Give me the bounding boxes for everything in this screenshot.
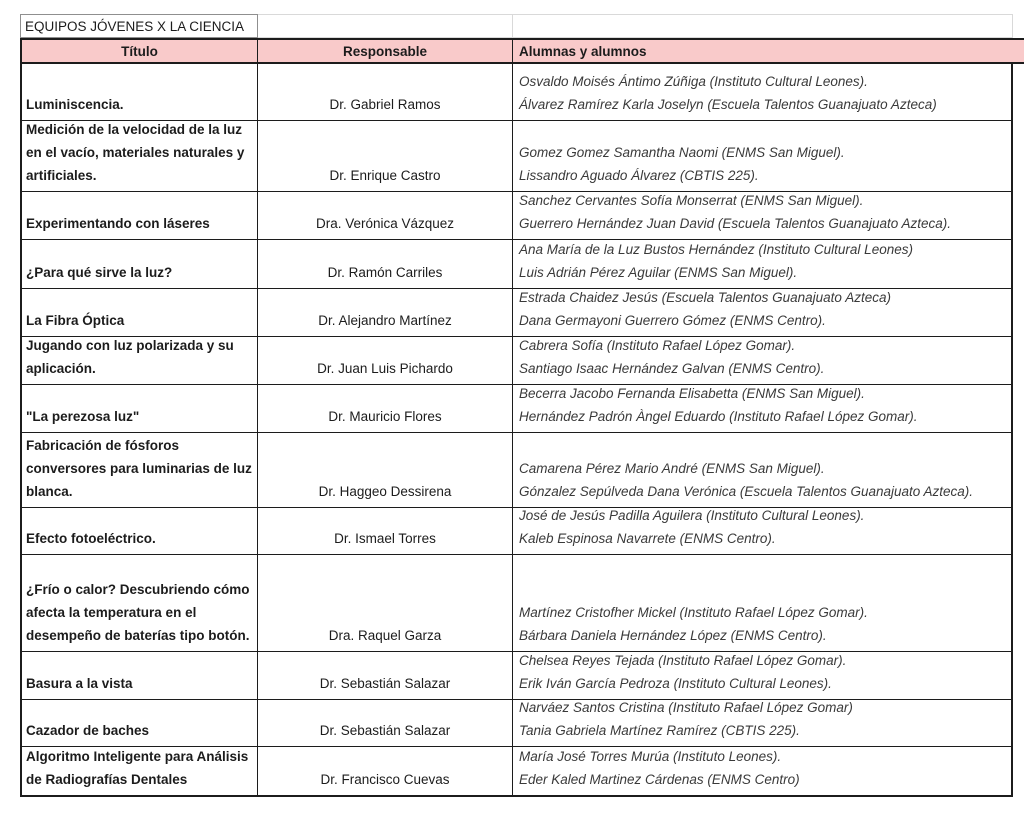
title-row xyxy=(20,14,1013,38)
team-title-text: ¿Para qué sirve la luz? xyxy=(26,265,173,280)
team-responsable-text: Dr. Mauricio Flores xyxy=(328,409,442,424)
sheet-title: EQUIPOS JÓVENES X LA CIENCIA xyxy=(25,18,245,34)
team-row xyxy=(22,508,1011,555)
team-title-text: Fabricación de fósforos conversores para luminarias de luz blanca. xyxy=(26,438,252,499)
student-line: Narváez Santos Cristina (Instituto Rafael López Gomar) xyxy=(519,700,853,715)
sheet-title-cell[interactable] xyxy=(20,14,258,38)
team-responsable-cell[interactable] xyxy=(258,508,513,554)
spreadsheet xyxy=(20,14,1024,797)
team-title-cell[interactable] xyxy=(22,289,258,336)
team-responsable-cell[interactable] xyxy=(258,289,513,336)
team-responsable-cell[interactable] xyxy=(258,385,513,432)
team-responsable-cell[interactable] xyxy=(258,652,513,699)
team-responsable-text: Dr. Haggeo Dessirena xyxy=(318,484,452,499)
team-row xyxy=(22,64,1011,121)
team-responsable-text: Dr. Sebastián Salazar xyxy=(319,676,451,691)
empty-cell[interactable] xyxy=(513,14,1013,38)
team-row xyxy=(22,433,1011,508)
team-row xyxy=(22,337,1011,385)
student-line: Erik Iván García Pedroza (Instituto Cultural Leones). xyxy=(519,676,832,691)
team-title-cell[interactable] xyxy=(22,700,258,746)
team-row xyxy=(22,192,1011,240)
empty-cell[interactable] xyxy=(258,14,513,38)
team-title-cell[interactable] xyxy=(22,121,258,191)
student-line: Martínez Cristofher Mickel (Instituto Rafael López Gomar). xyxy=(519,605,868,620)
team-row xyxy=(22,747,1011,795)
student-line: Santiago Isaac Hernández Galvan (ENMS Centro). xyxy=(519,361,825,376)
team-responsable-cell[interactable] xyxy=(258,192,513,239)
student-line: Estrada Chaidez Jesús (Escuela Talentos Guanajuato Azteca) xyxy=(519,290,891,305)
team-alumnos-cell[interactable] xyxy=(513,64,1011,120)
team-title-text: Efecto fotoeléctrico. xyxy=(26,531,156,546)
team-responsable-text: Dr. Ismael Torres xyxy=(334,531,436,546)
team-responsable-cell[interactable] xyxy=(258,121,513,191)
team-title-cell[interactable] xyxy=(22,433,258,507)
team-row xyxy=(22,121,1011,192)
team-row xyxy=(22,385,1011,433)
team-title-cell[interactable] xyxy=(22,555,258,651)
team-title-text: "La perezosa luz" xyxy=(26,409,140,424)
team-title-text: Basura a la vista xyxy=(26,676,133,691)
team-title-cell[interactable] xyxy=(22,652,258,699)
team-title-cell[interactable] xyxy=(22,64,258,120)
team-alumnos-cell[interactable] xyxy=(513,289,1011,336)
team-title-cell[interactable] xyxy=(22,337,258,384)
student-line: Lissandro Aguado Álvarez (CBTIS 225). xyxy=(519,168,759,183)
student-line: Guerrero Hernández Juan David (Escuela Talentos Guanajuato Azteca). xyxy=(519,216,951,231)
team-rows xyxy=(20,64,1013,797)
team-row xyxy=(22,555,1011,652)
team-title-text: Luminiscencia. xyxy=(26,97,124,112)
team-alumnos-cell[interactable] xyxy=(513,192,1011,239)
team-alumnos-cell[interactable] xyxy=(513,508,1011,554)
team-title-text: Experimentando con láseres xyxy=(26,216,210,231)
team-responsable-text: Dr. Francisco Cuevas xyxy=(320,772,450,787)
team-title-text: ¿Frío o calor? Descubriendo cómo afecta la temperatura en el desempeño de baterías tipo botón. xyxy=(26,582,250,643)
team-alumnos-cell[interactable] xyxy=(513,555,1011,651)
team-title-text: Algoritmo Inteligente para Análisis de Radiografías Dentales xyxy=(26,749,249,787)
team-title-cell[interactable] xyxy=(22,508,258,554)
student-line: Camarena Pérez Mario André (ENMS San Miguel). xyxy=(519,461,825,476)
team-responsable-text: Dr. Juan Luis Pichardo xyxy=(317,361,453,376)
team-responsable-text: Dra. Raquel Garza xyxy=(328,628,442,643)
header-responsable[interactable] xyxy=(258,40,513,62)
team-responsable-cell[interactable] xyxy=(258,337,513,384)
team-responsable-text: Dra. Verónica Vázquez xyxy=(315,216,455,231)
team-title-text: Medición de la velocidad de la luz en el vacío, materiales naturales y artificiales. xyxy=(26,122,245,183)
team-title-cell[interactable] xyxy=(22,747,258,795)
team-responsable-text: Dr. Gabriel Ramos xyxy=(329,97,441,112)
team-alumnos-cell[interactable] xyxy=(513,700,1011,746)
team-responsable-text: Dr. Enrique Castro xyxy=(329,168,441,183)
student-line: Álvarez Ramírez Karla Joselyn (Escuela Talentos Guanajuato Azteca) xyxy=(519,97,937,112)
column-header-row xyxy=(20,38,1024,64)
student-line: Ana María de la Luz Bustos Hernández (Instituto Cultural Leones) xyxy=(519,242,913,257)
student-line: Chelsea Reyes Tejada (Instituto Rafael López Gomar). xyxy=(519,653,847,668)
student-line: Dana Germayoni Guerrero Gómez (ENMS Centro). xyxy=(519,313,826,328)
header-titulo[interactable] xyxy=(22,40,258,62)
student-line: Osvaldo Moisés Ántimo Zúñiga (Instituto Cultural Leones). xyxy=(519,74,868,89)
team-row xyxy=(22,652,1011,700)
student-line: Tania Gabriela Martínez Ramírez (CBTIS 225). xyxy=(519,723,800,738)
team-alumnos-cell[interactable] xyxy=(513,337,1011,384)
student-line: Eder Kaled Martinez Cárdenas (ENMS Centro) xyxy=(519,772,800,787)
team-alumnos-cell[interactable] xyxy=(513,652,1011,699)
team-alumnos-cell[interactable] xyxy=(513,385,1011,432)
student-line: Gomez Gomez Samantha Naomi (ENMS San Miguel). xyxy=(519,145,845,160)
team-responsable-text: Dr. Ramón Carriles xyxy=(327,265,443,280)
student-line: Sanchez Cervantes Sofía Monserrat (ENMS San Miguel). xyxy=(519,193,864,208)
header-alumnos[interactable] xyxy=(513,40,1024,62)
team-row xyxy=(22,700,1011,747)
team-responsable-text: Dr. Alejandro Martínez xyxy=(318,313,452,328)
team-alumnos-cell[interactable] xyxy=(513,121,1011,191)
team-responsable-cell[interactable] xyxy=(258,700,513,746)
team-alumnos-cell[interactable] xyxy=(513,433,1011,507)
student-line: Luis Adrián Pérez Aguilar (ENMS San Miguel). xyxy=(519,265,798,280)
team-responsable-cell[interactable] xyxy=(258,64,513,120)
header-alumnos-label: Alumnas y alumnos xyxy=(519,43,647,59)
team-title-cell[interactable] xyxy=(22,240,258,288)
team-responsable-cell[interactable] xyxy=(258,555,513,651)
team-responsable-cell[interactable] xyxy=(258,240,513,288)
team-responsable-cell[interactable] xyxy=(258,433,513,507)
team-title-text: La Fibra Óptica xyxy=(26,313,125,328)
student-line: Becerra Jacobo Fernanda Elisabetta (ENMS San Miguel). xyxy=(519,386,865,401)
team-title-text: Cazador de baches xyxy=(26,723,150,738)
header-responsable-label: Responsable xyxy=(342,43,428,59)
student-line: Bárbara Daniela Hernández López (ENMS Centro). xyxy=(519,628,827,643)
student-line: María José Torres Murúa (Instituto Leones). xyxy=(519,749,782,764)
student-line: Gónzalez Sepúlveda Dana Verónica (Escuela Talentos Guanajuato Azteca). xyxy=(519,484,974,499)
student-line: Kaleb Espinosa Navarrete (ENMS Centro). xyxy=(519,531,776,546)
team-alumnos-cell[interactable] xyxy=(513,240,1011,288)
team-title-cell[interactable] xyxy=(22,385,258,432)
student-line: Hernández Padrón Àngel Eduardo (Instituto Rafael López Gomar). xyxy=(519,409,918,424)
team-alumnos-cell[interactable] xyxy=(513,747,1011,795)
team-responsable-text: Dr. Sebastián Salazar xyxy=(319,723,451,738)
team-responsable-cell[interactable] xyxy=(258,747,513,795)
team-row xyxy=(22,289,1011,337)
team-title-text: Jugando con luz polarizada y su aplicación. xyxy=(26,338,234,376)
team-title-cell[interactable] xyxy=(22,192,258,239)
team-row xyxy=(22,240,1011,289)
student-line: Cabrera Sofía (Instituto Rafael López Gomar). xyxy=(519,338,796,353)
header-titulo-label: Título xyxy=(121,43,158,59)
student-line: José de Jesús Padilla Aguilera (Instituto Cultural Leones). xyxy=(519,508,865,523)
